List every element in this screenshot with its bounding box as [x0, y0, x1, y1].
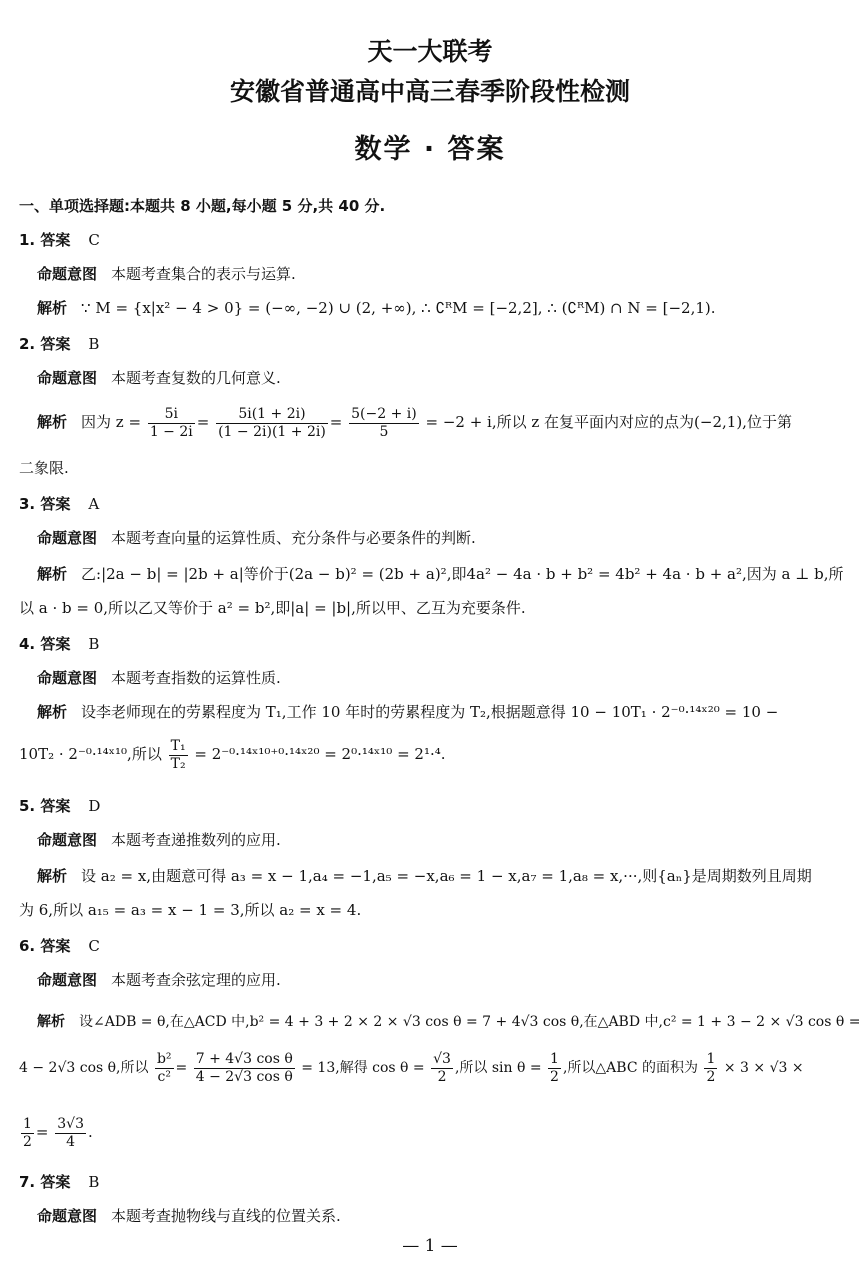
q6-answer-row — [19, 936, 841, 956]
page-number: — 1 — — [402, 1236, 458, 1256]
q6-text-d: ,所以△ABC 的面积为 — [562, 1060, 699, 1076]
q6-analysis-line2: 4 − 2√3 cos θ,所以 $\frac{\text{b²}}{\text{c²}}$ = $\frac{\text{7 + 4√3 cos θ}}{\text{4 − 2√3 cos θ}}$ = 13,解得 cos θ = $\frac{√3}{2}$ ,所以 sin θ = $\frac{1}{2}$ ,所以△ABC 的面积为 $\frac{1}{2}$ × 3 × √3 × — [19, 1050, 804, 1085]
q2-answer-row — [19, 334, 841, 354]
q6-intent — [37, 970, 841, 990]
q7-number: 7. 答案 — [19, 1173, 71, 1191]
q3-analysis-text-2: 以 a · b = 0,所以乙又等价于 a² = b²,即|a| = |b|,所以甲、乙互为充要条件. — [19, 599, 526, 617]
exam-organizer-title: 天一大联考 — [367, 37, 493, 66]
q1-intent-text: 本题考查集合的表示与运算. — [111, 265, 296, 283]
q4-number: 4. 答案 — [19, 635, 71, 653]
q4-intent — [37, 668, 841, 688]
subject-title: 数学 · 答案 — [354, 134, 506, 165]
q1-answer: C — [88, 231, 100, 249]
intent-label: 命题意图 — [37, 369, 98, 387]
q6-number: 6. 答案 — [19, 937, 71, 955]
q5-answer-row — [19, 796, 841, 816]
q1-intent — [37, 264, 841, 284]
q6-analysis — [37, 1012, 860, 1032]
q4-analysis — [37, 702, 841, 722]
q1-analysis-text: ∵ M = {x|x² − 4 > 0} = (−∞, −2) ∪ (2, +∞), ∴ ∁ᴿM = [−2,2], ∴ (∁ᴿM) ∩ N = [−2,1). — [81, 299, 716, 317]
q5-analysis — [37, 866, 841, 886]
q5-analysis-text-1: 设 a₂ = x,由题意可得 a₃ = x − 1,a₄ = −1,a₅ = −x,a₆ = 1 − x,a₇ = 1,a₈ = x,···,则{aₙ}是周期数列且周期 — [81, 867, 812, 885]
q4-answer-row — [19, 634, 841, 654]
analysis-label: 解析 — [37, 299, 68, 317]
q4-intent-text: 本题考查指数的运算性质. — [111, 669, 281, 687]
q6-text-c: ,所以 sin θ = — [454, 1060, 542, 1076]
fraction: $\frac{\text{T₁}}{\text{T₂}}$ — [170, 737, 186, 772]
q6-answer: C — [88, 937, 100, 955]
q4-analysis-line2 — [19, 736, 841, 773]
analysis-label: 解析 — [37, 867, 68, 885]
fraction: $\frac{1}{2}$ — [23, 1115, 32, 1150]
intent-label: 命题意图 — [37, 831, 98, 849]
q4-analysis-text-1: 设李老师现在的劳累程度为 T₁,工作 10 年时的劳累程度为 T₂,根据题意得 10 − 10T₁ · 2⁻⁰·¹⁴ˣ²⁰ = 10 − — [81, 703, 779, 721]
q5-analysis-text-2: 为 6,所以 a₁₅ = a₃ = x − 1 = 3,所以 a₂ = x = 4. — [19, 901, 362, 919]
q5-intent — [37, 830, 841, 850]
q4-analysis-pre: 10T₂ · 2⁻⁰·¹⁴ˣ¹⁰,所以 — [19, 745, 162, 763]
q4-analysis-post: = 2⁻⁰·¹⁴ˣ¹⁰⁺⁰·¹⁴ˣ²⁰ = 2⁰·¹⁴ˣ¹⁰ = 2¹·⁴. — [194, 745, 446, 763]
q6-text-end: . — [88, 1123, 93, 1141]
q7-intent-text: 本题考查抛物线与直线的位置关系. — [111, 1207, 341, 1225]
analysis-label: 解析 — [37, 1014, 65, 1030]
q1-analysis — [37, 298, 841, 318]
q6-text-b: = 13,解得 cos θ = — [301, 1060, 425, 1076]
q2-analysis-post: = −2 + i,所以 z 在复平面内对应的点为(−2,1),位于第 — [425, 413, 792, 431]
fraction: $\frac{3√3}{4}$ — [57, 1115, 85, 1150]
exam-title: 安徽省普通高中高三春季阶段性检测 — [229, 77, 630, 106]
q7-answer: B — [88, 1173, 100, 1191]
q2-analysis-pre: 因为 z = — [81, 413, 142, 431]
fraction: $\frac{\text{b²}}{\text{c²}}$ — [156, 1050, 172, 1085]
q2-intent — [37, 368, 841, 388]
q6-analysis-line3: $\frac{1}{2}$ = $\frac{3√3}{4}$ . — [23, 1115, 93, 1150]
intent-label: 命题意图 — [37, 971, 98, 989]
analysis-label: 解析 — [37, 703, 68, 721]
q6-text-e: × 3 × √3 × — [723, 1060, 804, 1076]
q5-number: 5. 答案 — [19, 797, 71, 815]
fraction: $\frac{5i(1 + 2i)}{(1 - 2i)(1 + 2i)}$ — [218, 405, 326, 440]
q6-analysis-text-1: 设∠ADB = θ,在△ACD 中,b² = 4 + 3 + 2 × 2 × √3 cos θ = 7 + 4√3 cos θ,在△ABD 中,c² = 1 + 3 − 2 × √3 cos θ = — [79, 1014, 860, 1030]
q5-answer: D — [88, 797, 101, 815]
q3-answer: A — [88, 495, 100, 513]
fraction: $\frac{\text{7 + 4√3 cos θ}}{\text{4 − 2√3 cos θ}}$ — [195, 1050, 293, 1085]
q2-number: 2. 答案 — [19, 335, 71, 353]
q4-answer: B — [88, 635, 100, 653]
q1-answer-row — [19, 230, 841, 250]
fraction: $\frac{1}{2}$ — [706, 1050, 716, 1085]
q3-analysis — [37, 564, 844, 584]
q1-number: 1. 答案 — [19, 231, 71, 249]
q2-answer: B — [88, 335, 100, 353]
intent-label: 命题意图 — [37, 529, 98, 547]
analysis-label: 解析 — [37, 413, 68, 431]
q7-intent — [37, 1206, 841, 1226]
intent-label: 命题意图 — [37, 1207, 98, 1225]
q3-number: 3. 答案 — [19, 495, 71, 513]
analysis-label: 解析 — [37, 565, 68, 583]
fraction: $\frac{1}{2}$ — [550, 1050, 559, 1085]
q3-answer-row — [19, 494, 841, 514]
q6-text-a: 4 − 2√3 cos θ,所以 — [19, 1060, 149, 1076]
intent-label: 命题意图 — [37, 265, 98, 283]
q3-intent-text: 本题考查向量的运算性质、充分条件与必要条件的判断. — [111, 529, 476, 547]
section-heading: 一、单项选择题:本题共 8 小题,每小题 5 分,共 40 分. — [19, 197, 386, 215]
q2-analysis: 解析 因为 z = $\frac{5i}{1 - 2i}$ = $\frac{5i(1 + 2i)}{(1 - 2i)(1 + 2i)}$ = $\frac{5(-2 + i)}{5}$ = −2 + i,所以 z 在复平面内对应的点为(−2,1),位于第 — [37, 405, 792, 440]
q6-intent-text: 本题考查余弦定理的应用. — [111, 971, 281, 989]
q2-analysis-cont: 二象限. — [19, 459, 69, 477]
q5-intent-text: 本题考查递推数列的应用. — [111, 831, 281, 849]
q7-answer-row — [19, 1172, 841, 1192]
q3-analysis-text-1: 乙:|2a − b| = |2b + a|等价于(2a − b)² = (2b + a)²,即4a² − 4a · b + b² = 4b² + 4a · b + a²,因为 a ⊥ b,所 — [81, 565, 844, 583]
q2-intent-text: 本题考查复数的几何意义. — [111, 369, 281, 387]
fraction: $\frac{√3}{2}$ — [433, 1050, 451, 1085]
q3-intent — [37, 528, 841, 548]
fraction: $\frac{5i}{1 - 2i}$ — [149, 405, 193, 440]
fraction: $\frac{5(-2 + i)}{5}$ — [351, 405, 417, 440]
intent-label: 命题意图 — [37, 669, 98, 687]
